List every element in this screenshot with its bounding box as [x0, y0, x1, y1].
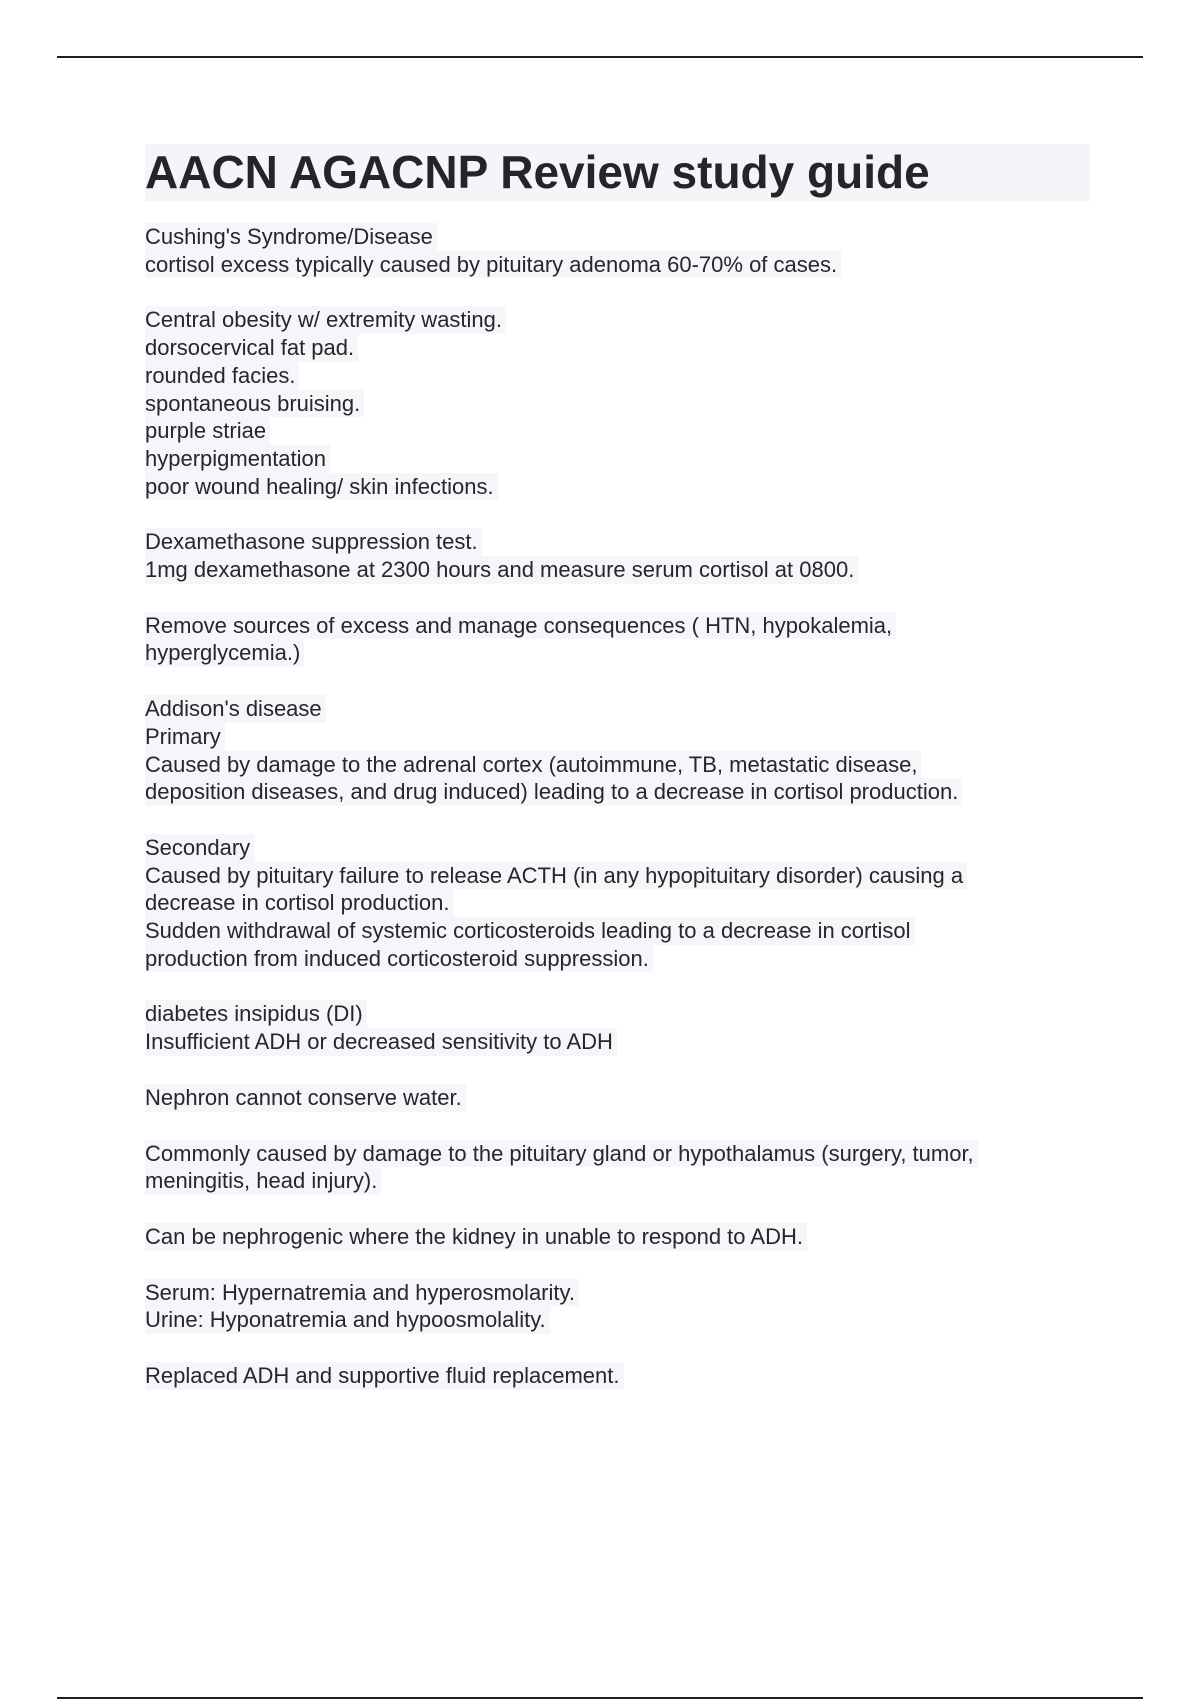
paragraph — [145, 612, 1090, 667]
paragraph — [145, 1084, 1090, 1112]
text-line: purple striae — [145, 417, 270, 445]
paragraph — [145, 1223, 1090, 1251]
paragraph — [145, 834, 1090, 973]
document-page — [145, 144, 1090, 1418]
document-body — [145, 223, 1090, 1390]
text-line: Dexamethasone suppression test. — [145, 528, 482, 556]
text-line: spontaneous bruising. — [145, 390, 364, 418]
text-line: dorsocervical fat pad. — [145, 334, 358, 362]
text-line: Nephron cannot conserve water. — [145, 1084, 466, 1112]
document-title: AACN AGACNP Review study guide — [145, 144, 1090, 201]
text-line: Addison's disease — [145, 695, 326, 723]
text-line: Commonly caused by damage to the pituitary gland or hypothalamus (surgery, tumor, — [145, 1140, 978, 1168]
top-rule — [57, 56, 1143, 58]
text-line: Remove sources of excess and manage consequences ( HTN, hypokalemia, — [145, 612, 896, 640]
paragraph — [145, 306, 1090, 500]
text-line: Can be nephrogenic where the kidney in unable to respond to ADH. — [145, 1223, 807, 1251]
text-line: Central obesity w/ extremity wasting. — [145, 306, 506, 334]
text-line: Insufficient ADH or decreased sensitivity to ADH — [145, 1028, 617, 1056]
bottom-rule — [57, 1697, 1143, 1699]
paragraph — [145, 1000, 1090, 1055]
paragraph — [145, 1140, 1090, 1195]
paragraph — [145, 1362, 1090, 1390]
paragraph — [145, 223, 1090, 278]
text-line: meningitis, head injury). — [145, 1167, 381, 1195]
paragraph — [145, 1279, 1090, 1334]
text-line: Sudden withdrawal of systemic corticosteroids leading to a decrease in cortisol — [145, 917, 915, 945]
paragraph — [145, 695, 1090, 806]
text-line: Primary — [145, 723, 225, 751]
text-line: diabetes insipidus (DI) — [145, 1000, 367, 1028]
text-line: Caused by pituitary failure to release ACTH (in any hypopituitary disorder) causing a — [145, 862, 967, 890]
paragraph — [145, 528, 1090, 583]
text-line: Cushing's Syndrome/Disease — [145, 223, 437, 251]
text-line: Replaced ADH and supportive fluid replacement. — [145, 1362, 624, 1390]
text-line: Secondary — [145, 834, 254, 862]
text-line: hyperglycemia.) — [145, 639, 304, 667]
text-line: cortisol excess typically caused by pituitary adenoma 60-70% of cases. — [145, 251, 841, 279]
text-line: hyperpigmentation — [145, 445, 330, 473]
text-line: poor wound healing/ skin infections. — [145, 473, 498, 501]
text-line: production from induced corticosteroid suppression. — [145, 945, 653, 973]
text-line: 1mg dexamethasone at 2300 hours and measure serum cortisol at 0800. — [145, 556, 858, 584]
text-line: deposition diseases, and drug induced) leading to a decrease in cortisol production. — [145, 778, 962, 806]
text-line: Serum: Hypernatremia and hyperosmolarity. — [145, 1279, 579, 1307]
text-line: Urine: Hyponatremia and hypoosmolality. — [145, 1306, 550, 1334]
text-line: Caused by damage to the adrenal cortex (autoimmune, TB, metastatic disease, — [145, 751, 921, 779]
text-line: decrease in cortisol production. — [145, 889, 454, 917]
text-line: rounded facies. — [145, 362, 299, 390]
